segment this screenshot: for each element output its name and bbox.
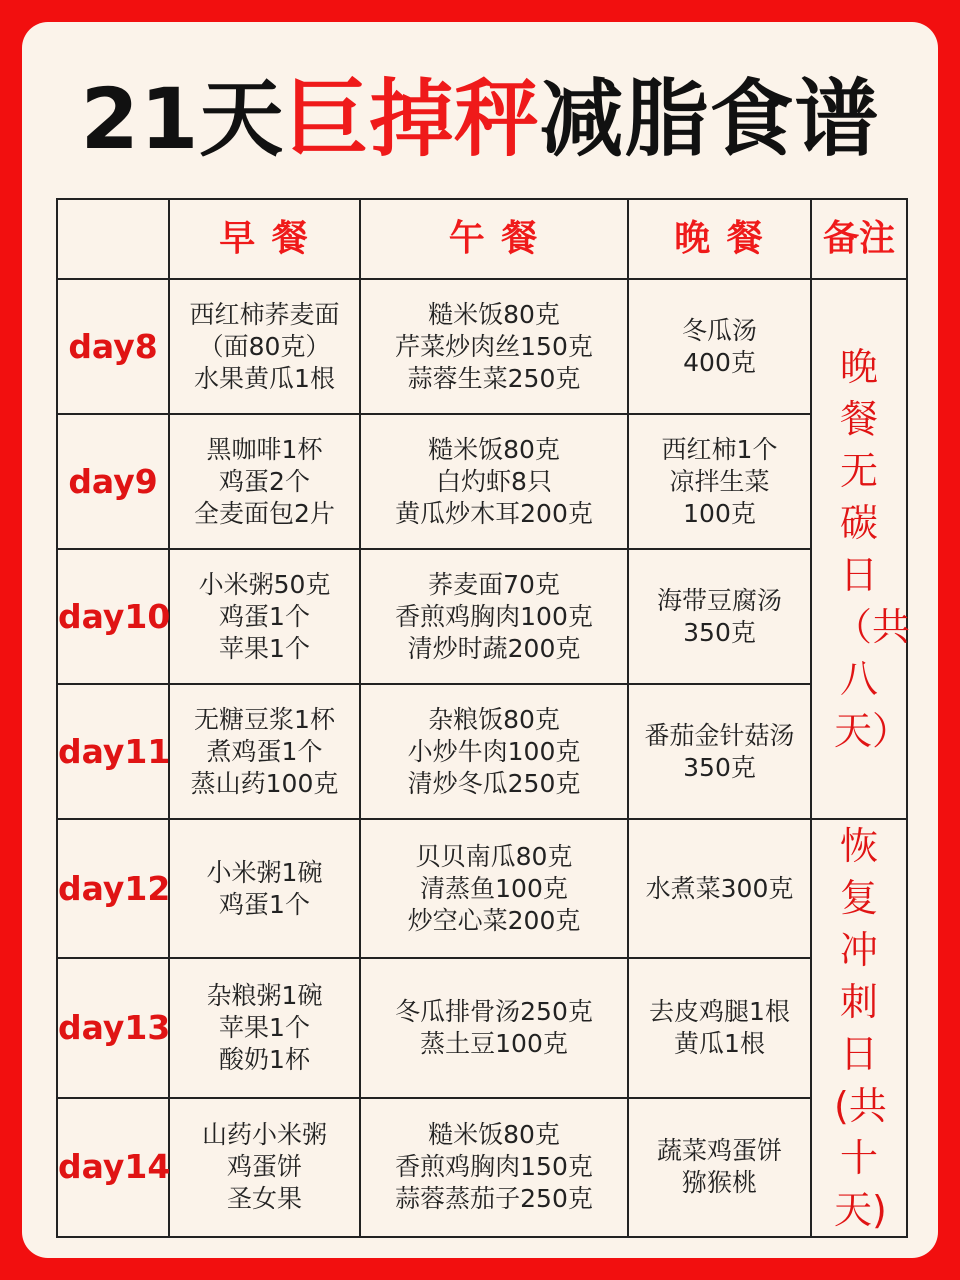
table-row [57,684,907,819]
lunch-item: 黄瓜炒木耳200克 [395,498,593,528]
lunch-cell [360,1098,628,1237]
dinner-cell [628,819,811,958]
table-row [57,819,907,958]
lunch-item: 糙米饭80克 [428,1120,560,1150]
lunch-item: 小炒牛肉100克 [407,736,581,766]
lunch-item: 糙米饭80克 [428,434,560,464]
table-row [57,958,907,1097]
breakfast-item: 杂粮粥1碗 [206,980,323,1010]
breakfast-item: 鸡蛋2个 [219,466,310,496]
meal-plan-table [56,198,911,1238]
breakfast-item: 山药小米粥 [201,1120,327,1150]
breakfast-cell [169,684,360,819]
breakfast-item: 鸡蛋饼 [226,1152,302,1182]
breakfast-item: 西红柿荞麦面 [189,299,340,329]
lunch-item: 荞麦面70克 [428,569,560,599]
title-suffix: 减脂食谱 [539,70,880,168]
dinner-cell [628,279,811,414]
dinner-item: 冬瓜汤 [681,315,757,345]
lunch-item: 蒸土豆100克 [420,1028,568,1058]
dinner-item: 凉拌生菜 [669,466,770,496]
breakfast-item: 黑咖啡1杯 [206,434,323,464]
dinner-item: 番茄金针菇汤 [644,720,795,750]
lunch-item: 香煎鸡胸肉100克 [395,601,593,631]
dinner-cell [628,958,811,1097]
breakfast-item: 鸡蛋1个 [219,889,310,919]
header-breakfast: 早 餐 [169,199,360,279]
dinner-cell [628,684,811,819]
dinner-item: 400克 [683,347,756,377]
breakfast-cell [169,549,360,684]
table-row [57,549,907,684]
breakfast-item: 酸奶1杯 [219,1044,310,1074]
lunch-item: 清蒸鱼100克 [420,873,568,903]
page-title [0,52,960,173]
dinner-item: 西红柿1个 [661,434,778,464]
note-text: 恢复冲刺日(共十天) [834,824,887,1232]
header-note: 备注 [811,199,907,279]
lunch-cell [360,819,628,958]
lunch-cell [360,684,628,819]
title-highlight: 巨掉秤 [284,70,540,168]
lunch-item: 糙米饭80克 [428,299,560,329]
day-label: day13 [57,958,169,1097]
dinner-item: 去皮鸡腿1根 [649,996,790,1026]
dinner-item: 海带豆腐汤 [656,585,782,615]
note-no-carb-dinner [811,279,911,819]
breakfast-cell [169,414,360,549]
breakfast-item: 苹果1个 [219,1012,310,1042]
breakfast-item: （面80克） [198,331,331,361]
breakfast-item: 鸡蛋1个 [219,601,310,631]
breakfast-cell [169,958,360,1097]
lunch-item: 冬瓜排骨汤250克 [395,996,593,1026]
title-prefix: 21天 [80,70,285,168]
breakfast-item: 蒸山药100克 [190,768,339,798]
day-label: day12 [57,819,169,958]
lunch-item: 芹菜炒肉丝150克 [395,331,593,361]
day-label: day9 [57,414,169,549]
dinner-item: 100克 [683,498,756,528]
header-dinner: 晚 餐 [628,199,811,279]
lunch-item: 贝贝南瓜80克 [415,841,573,871]
day-label: day11 [57,684,169,819]
dinner-item: 黄瓜1根 [674,1028,765,1058]
lunch-cell [360,958,628,1097]
lunch-cell [360,279,628,414]
lunch-item: 香煎鸡胸肉150克 [395,1152,593,1182]
note-recovery-sprint [811,819,907,1237]
lunch-item: 清炒时蔬200克 [407,633,581,663]
breakfast-cell [169,279,360,414]
lunch-cell [360,549,628,684]
breakfast-item: 全麦面包2片 [194,498,335,528]
dinner-item: 猕猴桃 [681,1168,757,1198]
breakfast-item: 苹果1个 [219,633,310,663]
breakfast-item: 无糖豆浆1杯 [194,704,335,734]
dinner-item: 水煮菜300克 [645,873,794,903]
dinner-cell [628,414,811,549]
day-label: day14 [57,1098,169,1237]
table-row [57,279,907,414]
dinner-cell [628,1098,811,1237]
breakfast-item: 圣女果 [226,1184,302,1214]
lunch-item: 白灼虾8只 [436,466,552,496]
lunch-item: 炒空心菜200克 [407,905,581,935]
lunch-item: 杂粮饭80克 [428,704,560,734]
breakfast-item: 煮鸡蛋1个 [206,736,323,766]
day-label: day10 [57,549,169,684]
note-text: 晚餐无碳日（共八天） [834,345,911,753]
lunch-item: 蒜蓉生菜250克 [407,363,581,393]
breakfast-cell [169,819,360,958]
dinner-item: 350克 [683,617,756,647]
table-row [57,1098,907,1237]
breakfast-cell [169,1098,360,1237]
breakfast-item: 小米粥50克 [198,569,331,599]
header-day [57,199,169,279]
lunch-item: 清炒冬瓜250克 [407,768,581,798]
lunch-cell [360,414,628,549]
header-lunch: 午 餐 [360,199,628,279]
day-label: day8 [57,279,169,414]
table-header-row [57,199,907,279]
breakfast-item: 水果黄瓜1根 [194,363,335,393]
table-row [57,414,907,549]
dinner-cell [628,549,811,684]
breakfast-item: 小米粥1碗 [206,857,323,887]
dinner-item: 350克 [683,752,756,782]
lunch-item: 蒜蓉蒸茄子250克 [395,1184,593,1214]
dinner-item: 蔬菜鸡蛋饼 [656,1136,782,1166]
